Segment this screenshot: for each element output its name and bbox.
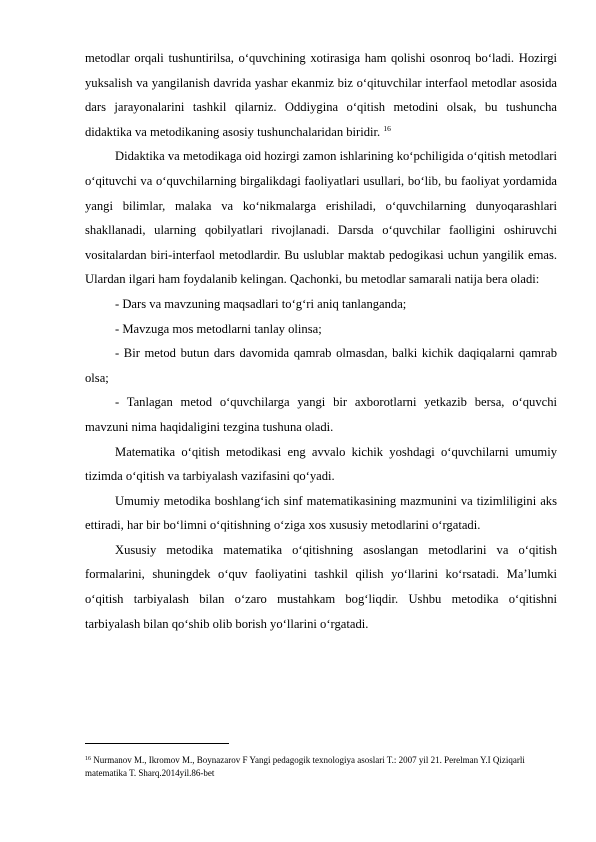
paragraph-4: Umumiy metodika boshlang‘ich sinf matematikasining mazmunini va tizimliligini aks ettiradi, har bir bo‘limni o‘qitishning o‘ziga xos xususiy metodlarini o‘rgatadi. [85,493,557,533]
footnote-text: Nurmanov M., Ikromov M., Boynazarov F Yangi pedagogik texnologiya asoslari T.: 2007 yil 21. Perelman Y.I Qiziqarli matematika T. Sharq.2014yil.86-bet [85,755,525,778]
footnote-divider [85,743,229,744]
footnote-number: 16 [85,756,91,762]
list-item: - Dars va mavzuning maqsadlari to‘g‘ri aniq tanlanganda; [115,296,407,311]
footnote-reference: 16 [383,123,391,133]
list-item: - Tanlagan metod o‘quvchilarga yangi bir axborotlarni yetkazib bersa, o‘quvchi mavzuni nima haqidaligini tezgina tushuna oladi. [85,395,557,434]
list-item: - Mavzuga mos metodlarni tanlay olinsa; [115,321,322,336]
paragraph-5: Xususiy metodika matematika o‘qitishning asoslangan metodlarini va o‘qitish formalarini, shuningdek o‘quv faoliyatini tashkil qilish yo‘llarini ko‘rsatadi. Ma’lumki o‘qitish tarbiyalash bilan o‘zaro mustahkam bog‘liqdir. Ushbu metodika o‘qitishni tarbiyalash bilan qo‘shib olib borish yo‘llarini o‘rgatadi. [85,542,557,631]
list-item: - Bir metod butun dars davomida qamrab olmasdan, balki kichik daqiqalarni qamrab olsa; [85,346,557,385]
paragraph-2: Didaktika va metodikaga oid hozirgi zamon ishlarining ko‘pchiligida o‘qitish metodlari o‘qituvchi va o‘quvchilarning birgalikdagi faoliyatlari usullari, bo‘lib, bu faoliyat yordamida yangi bilimlar, malaka va ko‘nikmalarga erishiladi, o‘quvchilarning dunyoqarashlari shakllanadi, ularning qobilyatlari rivojlanadi. Darsda o‘quvchilar faolligini oshiruvchi vositalardan biri-interfaol metodlardir. Bu uslublar maktab pedogikasi uchun yangilik emas. Ulardan ilgari ham foydalanib kelingan. Qachonki, bu metodlar samarali natija bera oladi: [85,149,557,287]
footnote [85,754,557,780]
paragraph-1-text: metodlar orqali tushuntirilsa, o‘quvchining xotirasiga ham qolishi osonroq bo‘ladi. Hozirgi yuksalish va yangilanish davrida yashar ekanmiz biz o‘qituvchilar interfaol metodlar asosida dars jarayonalarini tashkil qilarniz. Oddiygina o‘qitish metodini olsak, bu tushuncha didaktika va metodikaning asosiy tushunchalaridan biridir. [85,51,557,139]
paragraph-1 [85,46,557,144]
document-body [85,46,557,636]
paragraph-3: Matematika o‘qitish metodikasi eng avvalo kichik yoshdagi o‘quvchilarni umumiy tizimda o‘qitish va tarbiyalash vazifasini qo‘yadi. [85,444,557,484]
